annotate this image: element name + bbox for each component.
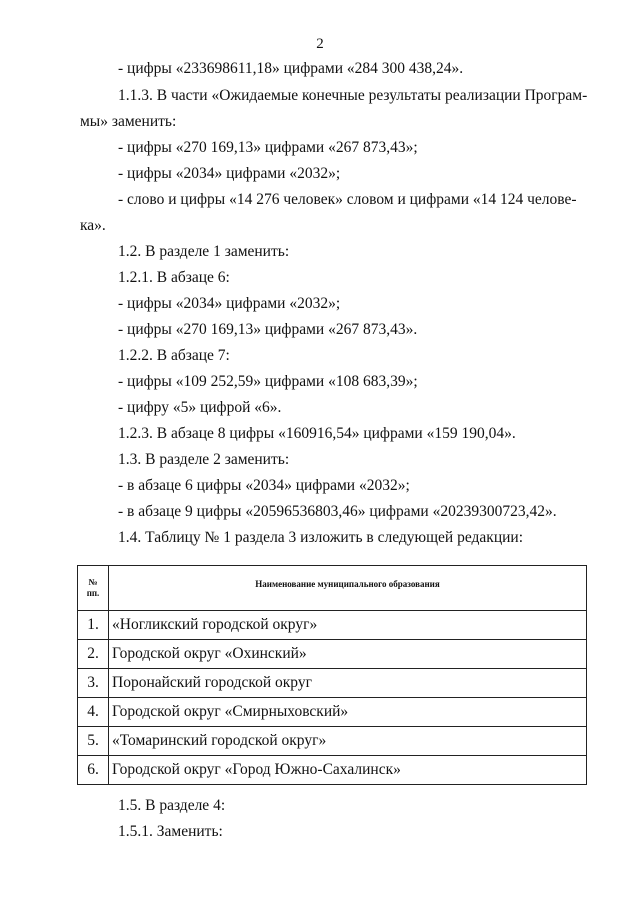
table-row [78, 669, 587, 698]
row-name: Поронайский городской округ [109, 669, 587, 698]
text-line: 1.3. В разделе 2 заменить: [118, 451, 290, 468]
text-line: - цифры «270 169,13» цифрами «267 873,43». [118, 321, 418, 338]
text-line: 1.4. Таблицу № 1 раздела 3 изложить в следующей редакции: [118, 529, 524, 546]
row-number: 1. [78, 611, 109, 640]
text-line: 1.5. В разделе 4: [118, 797, 226, 814]
text-line: - цифры «270 169,13» цифрами «267 873,43»; [118, 139, 418, 156]
text-line: - цифры «233698611,18» цифрами «284 300 438,24». [118, 60, 464, 77]
table-header-row [78, 566, 587, 611]
table-row [78, 640, 587, 669]
page-number: 2 [316, 36, 324, 52]
municipalities-table [77, 565, 587, 785]
row-name: Городской округ «Город Южно-Сахалинск» [109, 756, 587, 785]
row-number: 6. [78, 756, 109, 785]
table-row [78, 727, 587, 756]
header-name: Наименование муниципального образования [109, 566, 587, 611]
text-line: - в абзаце 6 цифры «2034» цифрами «2032»; [118, 477, 410, 494]
text-line: 1.1.3. В части «Ожидаемые конечные результаты реализации Програм- [118, 87, 588, 104]
text-line: 1.2.2. В абзаце 7: [118, 347, 230, 364]
text-line: 1.2.1. В абзаце 6: [118, 269, 230, 286]
row-name: «Томаринский городской округ» [109, 727, 587, 756]
table-row [78, 756, 587, 785]
table-row [78, 611, 587, 640]
text-line: ка». [80, 217, 106, 234]
row-name: Городской округ «Смирныховский» [109, 698, 587, 727]
text-line: 1.2.3. В абзаце 8 цифры «160916,54» цифрами «159 190,04». [118, 425, 516, 442]
header-number-symbol: № [88, 577, 98, 587]
table-row [78, 698, 587, 727]
row-name: Городской округ «Охинский» [109, 640, 587, 669]
header-number-abbrev: пп. [86, 588, 100, 598]
row-name: «Ногликский городской округ» [109, 611, 587, 640]
row-number: 2. [78, 640, 109, 669]
header-number [78, 566, 109, 611]
text-line: - в абзаце 9 цифры «20596536803,46» цифрами «20239300723,42». [118, 503, 557, 520]
text-line: 1.2. В разделе 1 заменить: [118, 243, 290, 260]
text-line: - цифру «5» цифрой «6». [118, 399, 282, 416]
text-line: - цифры «2034» цифрами «2032»; [118, 295, 341, 312]
text-line: 1.5.1. Заменить: [118, 823, 223, 840]
text-line: - цифры «109 252,59» цифрами «108 683,39»; [118, 373, 418, 390]
text-line: мы» заменить: [80, 113, 177, 130]
row-number: 5. [78, 727, 109, 756]
row-number: 3. [78, 669, 109, 698]
text-line: - слово и цифры «14 276 человек» словом и цифрами «14 124 челове- [118, 191, 577, 208]
text-line: - цифры «2034» цифрами «2032»; [118, 165, 341, 182]
row-number: 4. [78, 698, 109, 727]
